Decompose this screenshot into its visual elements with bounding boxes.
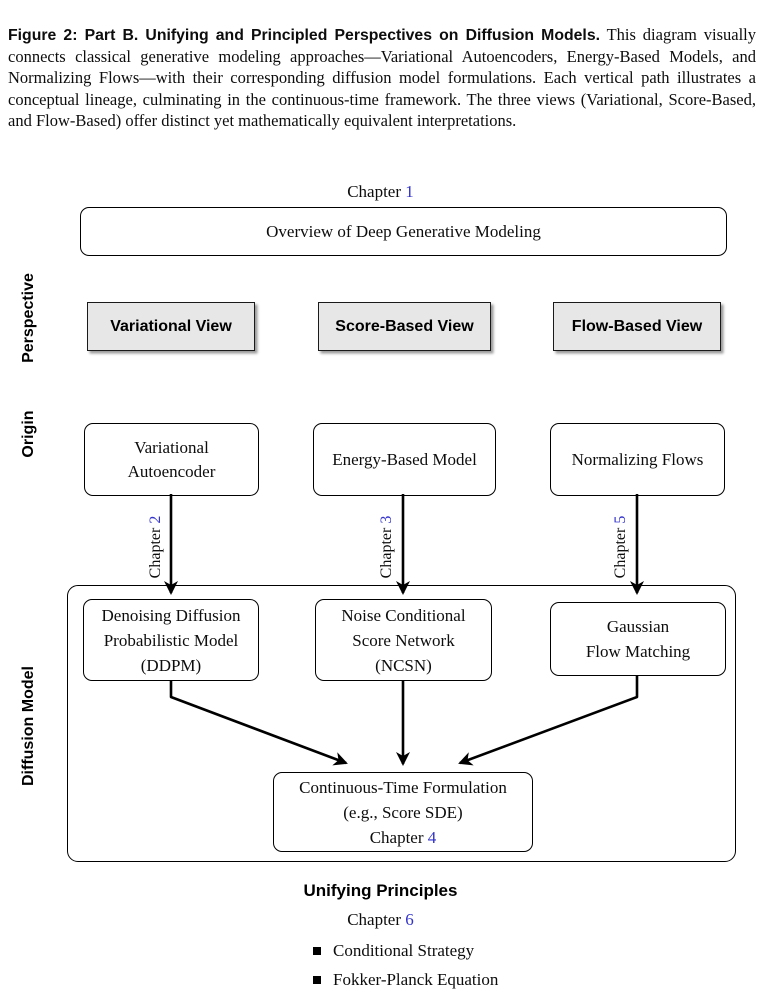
origin-box-normalizing-flows: [550, 423, 725, 496]
overview-box-label: Overview of Deep Generative Modeling: [266, 221, 541, 241]
diffusion-box-line: Gaussian: [606, 617, 670, 636]
chapter-4-prefix: Chapter: [369, 827, 428, 847]
origin-box-variational-autoencoder: [84, 423, 259, 496]
origin-box-line: Autoencoder: [127, 461, 216, 481]
chapter-4-link[interactable]: 4: [427, 827, 437, 847]
chapter-1-label: [0, 182, 761, 202]
continuous-time-box: [273, 772, 533, 852]
figure-caption: [8, 24, 756, 132]
caption-bold-label: Figure 2: Part B. Unifying and Principled Perspectives on Diffusion Models.: [8, 26, 600, 44]
continuous-time-line2: (e.g., Score SDE): [343, 802, 463, 822]
origin-box-line: Variational: [134, 437, 209, 457]
perspective-box-score-based-label: Score-Based View: [335, 317, 474, 335]
chapter-6-label: [0, 910, 761, 930]
side-label-diffusion-model: Diffusion Model: [20, 666, 37, 786]
perspective-box-variational-label: Variational View: [110, 317, 232, 335]
perspective-box-flow-based-label: Flow-Based View: [571, 317, 703, 335]
chapter-1-link[interactable]: 1: [405, 182, 414, 201]
continuous-time-chapter: [370, 825, 437, 850]
diffusion-box-gaussian-flow-matching: [550, 602, 726, 676]
side-label-origin: Origin: [20, 410, 37, 458]
bullet-item-label: Fokker-Planck Equation: [333, 970, 499, 989]
bullet-square-icon: [313, 976, 321, 984]
diffusion-box-line: Noise Conditional: [341, 605, 466, 625]
perspective-box-variational: [87, 302, 255, 351]
origin-box-line: Normalizing Flows: [571, 449, 704, 469]
chapter-6-prefix: Chapter: [347, 910, 406, 929]
chapter-1-prefix: Chapter: [347, 182, 406, 201]
diffusion-box-line: (DDPM): [140, 655, 202, 675]
unifying-principles-title: Unifying Principles: [303, 881, 458, 900]
origin-box-energy-based-model: [313, 423, 496, 496]
diffusion-box-ncsn: [315, 599, 492, 681]
diffusion-box-line: Flow Matching: [585, 642, 691, 661]
overview-box: [80, 207, 727, 256]
perspective-box-flow-based: [553, 302, 721, 351]
diffusion-box-line: Score Network: [352, 630, 455, 650]
chapter-6-link[interactable]: 6: [405, 910, 414, 929]
continuous-time-line1: Continuous-Time Formulation: [299, 777, 507, 797]
diffusion-box-line: (NCSN): [375, 655, 432, 675]
perspective-box-score-based: [318, 302, 491, 351]
origin-box-line: Energy-Based Model: [332, 449, 477, 469]
caption-body: This diagram visually connects classical generative modeling approaches—Variational Autoencoders, Energy-Based Models, and Normalizing Flows—with their corresponding diffusion model formulations. Each vertical path illustrates a conceptual lineage, culminating in the continuous-time framework. The three views (Variational, Score-Based, and Flow-Based) offer distinct yet mathematically equivalent interpretations.: [8, 24, 756, 131]
chapter-2-link[interactable]: 2: [147, 515, 164, 524]
bullet-item-label: Conditional Strategy: [333, 941, 475, 960]
chapter-3-link[interactable]: 3: [378, 515, 395, 524]
diffusion-box-line: Probabilistic Model: [103, 630, 239, 650]
bullet-square-icon: [313, 947, 321, 955]
chapter-5-link[interactable]: 5: [612, 515, 629, 524]
arrow-label-prefix: Chapter: [612, 523, 629, 579]
arrow-label-prefix: Chapter: [378, 523, 395, 579]
diffusion-box-line: Denoising Diffusion: [101, 605, 241, 625]
arrow-label-prefix: Chapter: [147, 523, 164, 579]
diffusion-box-ddpm: [83, 599, 259, 681]
side-label-perspective: Perspective: [20, 273, 37, 363]
bullet-item-conditional-strategy: [313, 941, 474, 961]
bullet-item-fokker-planck: [313, 970, 498, 990]
